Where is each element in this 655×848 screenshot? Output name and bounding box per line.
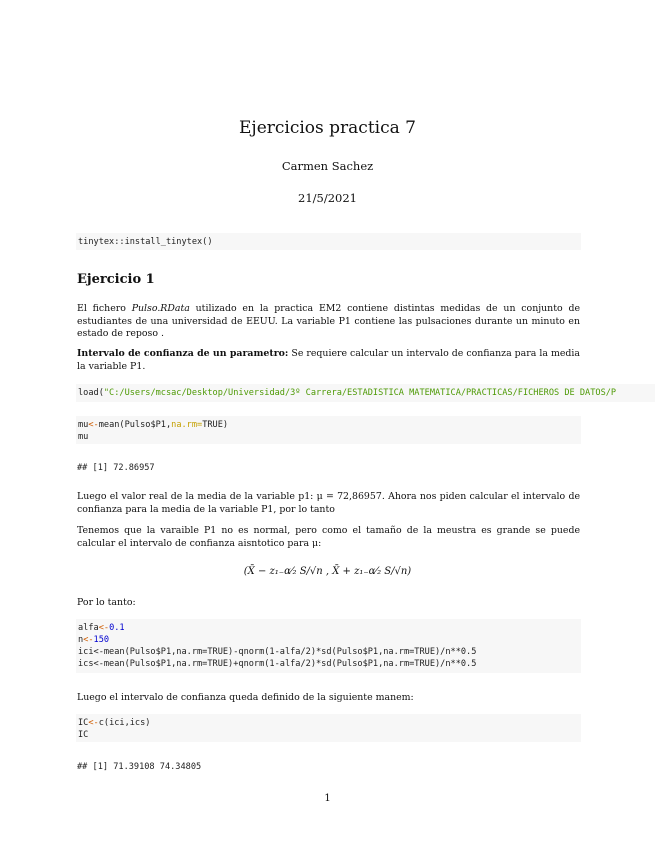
code-line: tinytex::install_tinytex() — [78, 237, 213, 247]
formula-interval: (X̄ − z₁₋α⁄₂ S/√n , X̄ + z₁₋α⁄₂ S/√n) — [243, 566, 412, 577]
paragraph-asintotico: Tenemos que la varaible P1 no es normal, pero como el tamaño de la meustra es grande se puede calcular el intervalo de confianza aisntotico para μ: — [77, 525, 580, 549]
document-date: 21/5/2021 — [298, 191, 357, 205]
paragraph-intro: El fichero Pulso.RData utilizado en la practica EM2 contiene distintas medidas de un conjunto de estudiantes de una universidad de EEUU. La variable P1 contiene las pulsaciones durante un minuto en estado de reposo . — [77, 303, 580, 340]
document-author: Carmen Sachez — [281, 159, 374, 173]
code-block-mu: mu<-mean(Pulso$P1,na.rm=TRUE) mu — [76, 416, 581, 444]
paragraph-definido: Luego el intervalo de confianza queda definido de la siguiente manem: — [77, 692, 414, 703]
output-ic: ## [1] 71.39108 74.34805 — [77, 762, 202, 772]
code-block-load: load("C:/Users/mcsac/Desktop/Universidad/3º Carrera/ESTADISTICA MATEMATICA/PRACTICAS/FICHEROS DE DATOS/P — [76, 384, 655, 402]
code-block-ic: IC<-c(ici,ics) IC — [76, 714, 581, 742]
paragraph-por-lo-tanto: Por lo tanto: — [77, 597, 136, 608]
output-mu: ## [1] 72.86957 — [77, 463, 155, 473]
section-heading: Ejercicio 1 — [77, 272, 155, 287]
paragraph-intervalo: Intervalo de confianza de un parametro: Se requiere calcular un intervalo de confianza para la media la variable P1. — [77, 348, 580, 372]
code-block-install — [76, 233, 581, 250]
paragraph-result: Luego el valor real de la media de la variable p1: μ = 72,86957. Ahora nos piden calcular el intervalo de confianza para la media de la variable P1, por lo tanto — [77, 491, 580, 515]
code-block-ici-ics: alfa<-0.1 n<-150 ici<-mean(Pulso$P1,na.rm=TRUE)-qnorm(1-alfa/2)*sd(Pulso$P1,na.rm=TRUE)/n**0.5 ics<-mean(Pulso$P1,na.rm=TRUE)+qnorm(1-alfa/2)*sd(Pulso$P1,na.rm=TRUE)/n**0.5 — [76, 619, 581, 673]
page-number: 1 — [324, 793, 331, 804]
document-title: Ejercicios practica 7 — [239, 118, 416, 138]
